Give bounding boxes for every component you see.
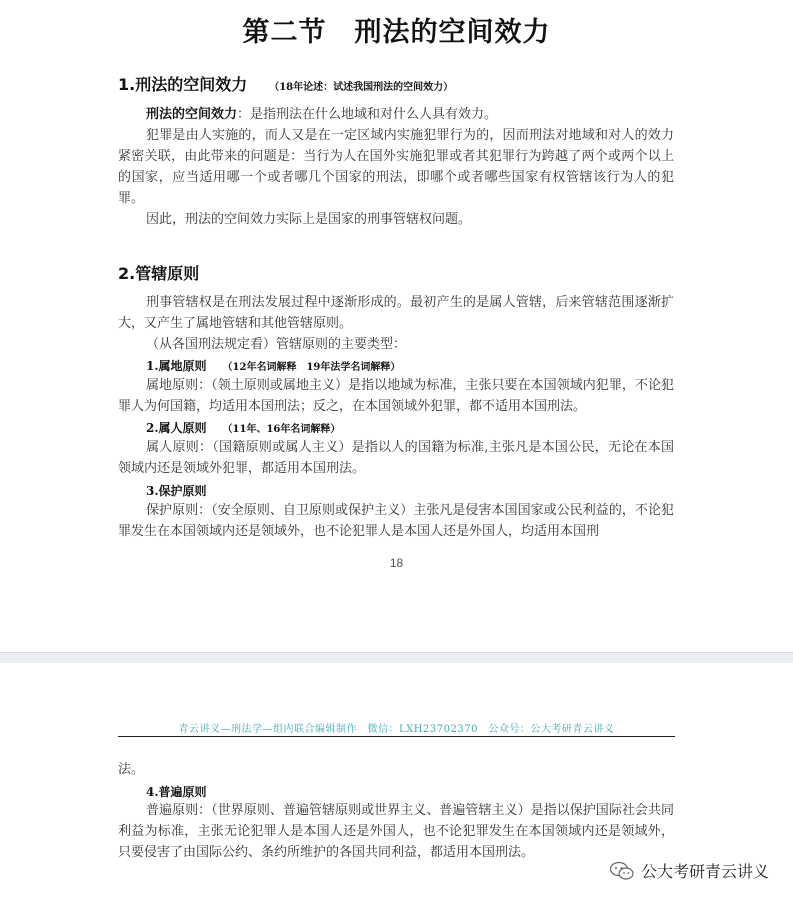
heading-spatial-effect [118,72,453,95]
page-number: 18 [389,556,404,570]
wechat-icon [609,861,635,881]
paragraph-definition [118,104,674,125]
subheading-universal [146,783,207,800]
heading-label: 1.刑法的空间效力 [118,75,248,94]
paragraph-types: （从各国刑法规定看）管辖原则的主要类型： [146,337,407,352]
paragraph-continuation: 法。 [118,762,145,777]
watermark [609,859,769,882]
paragraph-protective: 保护原则：（安全原则、自卫原则或保护主义）主张凡是侵害本国国家或公民利益的，不论犯罪发生在本国领域内还是领域外，也不论犯罪人是本国人还是外国人，均适用本国刑 [118,503,674,539]
document-page-2 [0,663,793,903]
definition-text: ：是指刑法在什么地域和对什么人具有效力。 [237,107,498,122]
section-title: 第二节 刑法的空间效力 [242,17,551,48]
heading-note: （18年论述：试述我国刑法的空间效力） [269,82,454,93]
subheading-note: （11年、16年名词解释） [222,424,341,435]
paragraph-conclusion: 因此，刑法的空间效力实际上是国家的刑事管辖权问题。 [146,212,472,227]
header-rule [118,736,675,737]
subheading-label: 1.属地原则 [146,359,207,373]
subheading-label: 2.属人原则 [146,421,207,435]
subheading-personal [146,419,340,436]
subheading-note: （12年名词解释 19年法学名词解释） [222,362,401,373]
subheading-label: 4.普遍原则 [146,785,207,799]
page-header: 青云讲义—刑法学—组内联合编辑制作 微信：LXH23702370 公众号：公大考研青云讲义 [178,724,615,735]
heading-jurisdiction [118,261,199,284]
paragraph-jurisdiction: 刑事管辖权是在刑法发展过程中逐渐形成的。最初产生的是属人管辖，后来管辖范围逐渐扩大，又产生了属地管辖和其他管辖原则。 [118,295,674,331]
subheading-label: 3.保护原则 [146,484,207,498]
paragraph-universal: 普遍原则：（世界原则、普遍管辖原则或世界主义、普遍管辖主义）是指以保护国际社会共同利益为标准，主张无论犯罪人是本国人还是外国人，也不论犯罪发生在本国领域内还是领域外，只要侵害了由国际公约、条约所维护的各国共同利益，都适用本国刑法。 [118,803,674,860]
subheading-territorial [146,357,400,374]
paragraph-crime: 犯罪是由人实施的，而人又是在一定区域内实施犯罪行为的，因而刑法对地域和对人的效力紧密关联，由此带来的问题是：当行为人在国外实施犯罪或者其犯罪行为跨越了两个或两个以上的国家，应当适用哪一个或者哪几个国家的刑法，即哪个或者哪些国家有权管辖该行为人的犯罪。 [118,128,674,206]
term-lead: 刑法的空间效力 [146,107,238,122]
heading-label: 2.管辖原则 [118,264,200,283]
watermark-text: 公大考研青云讲义 [640,862,769,881]
paragraph-personal: 属人原则：（国籍原则或属人主义）是指以人的国籍为标准,主张凡是本国公民，无论在本国领域内还是领域外犯罪，都适用本国刑法。 [118,440,674,476]
subheading-protective [146,482,207,499]
paragraph-territorial: 属地原则：（领土原则或属地主义）是指以地域为标准，主张只要在本国领域内犯罪，不论犯罪人为何国籍，均适用本国刑法；反之，在本国领域外犯罪，都不适用本国刑法。 [118,378,674,414]
